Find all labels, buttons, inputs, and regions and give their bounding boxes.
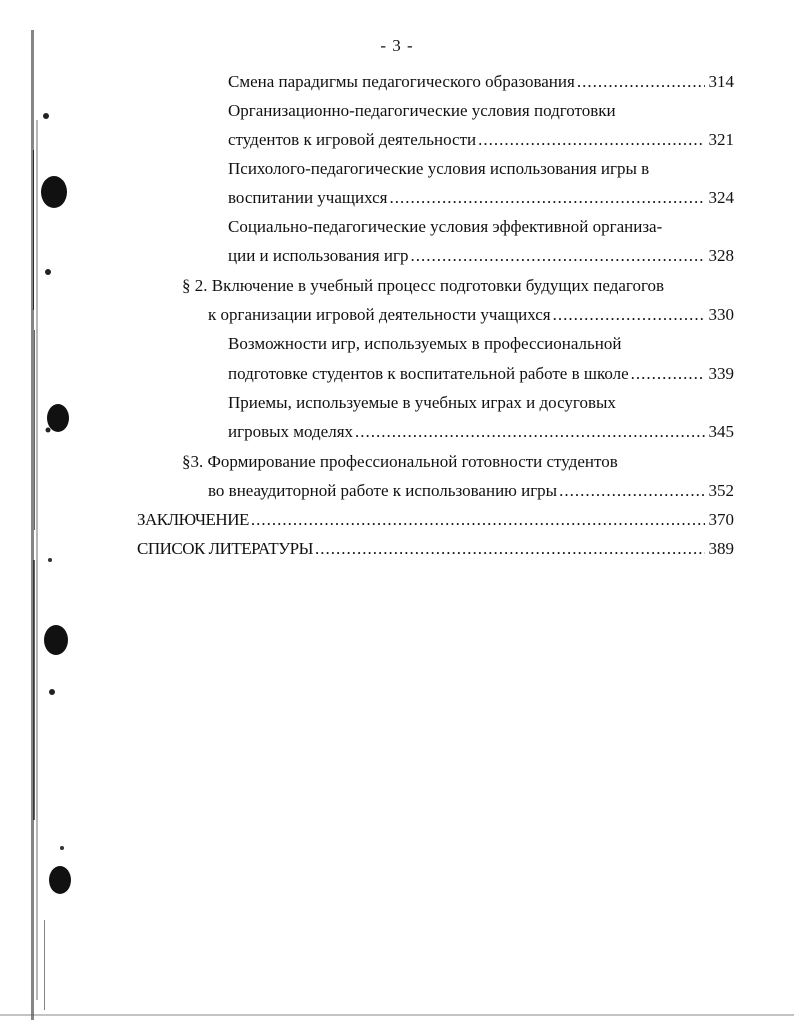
toc-entry-title: § 2. Включение в учебный процесс подготовки будущих педагогов xyxy=(182,276,665,295)
toc-entry-title: игровых моделях xyxy=(228,422,354,441)
toc-entry-title: Приемы, используемые в учебных играх и досуговых xyxy=(228,393,616,412)
toc-entry-title: подготовке студентов к воспитательной работе в школе xyxy=(228,364,629,383)
toc-entry-page: 345 xyxy=(708,422,734,441)
toc-entry xyxy=(228,188,734,217)
toc-entry-page: 314 xyxy=(708,72,734,91)
toc-entry-title: СПИСОК ЛИТЕРАТУРЫ xyxy=(137,539,313,558)
toc-leader-dots xyxy=(389,188,704,208)
toc-entry xyxy=(228,364,734,393)
page-number: - 3 - xyxy=(380,36,414,55)
toc-entry-page: 324 xyxy=(708,188,734,207)
toc-entry-page: 339 xyxy=(708,364,734,383)
toc-entry xyxy=(228,217,734,246)
toc-entry-page: 389 xyxy=(708,539,734,558)
toc-leader-dots xyxy=(410,246,704,266)
toc-entry-page: 328 xyxy=(708,246,734,265)
toc-entry-page: 370 xyxy=(708,510,734,529)
toc-entry xyxy=(228,334,734,363)
toc-leader-dots xyxy=(559,481,704,501)
toc-entry-title: воспитании учащихся xyxy=(228,188,388,207)
toc-entry-title: ции и использования игр xyxy=(228,246,409,265)
toc-entry-title: к организации игровой деятельности учащихся xyxy=(208,305,551,324)
toc-leader-dots xyxy=(631,364,705,384)
binding-edge-marks xyxy=(0,0,80,1026)
toc-entry xyxy=(182,276,734,305)
toc-entry-page: 330 xyxy=(708,305,734,324)
toc-entry-page: 352 xyxy=(708,481,734,500)
toc-entry xyxy=(228,393,734,422)
toc-entry xyxy=(228,72,734,101)
toc-entry xyxy=(228,246,734,275)
toc-leader-dots xyxy=(315,539,705,559)
toc-leader-dots xyxy=(251,510,705,530)
toc-leader-dots xyxy=(478,130,704,150)
toc-entry-title: Организационно-педагогические условия подготовки xyxy=(228,101,616,120)
toc-entry xyxy=(208,481,734,510)
toc-entry-title: Смена парадигмы педагогического образования xyxy=(228,72,575,91)
toc-entry xyxy=(228,159,734,188)
toc-leader-dots xyxy=(355,422,704,442)
toc-entry xyxy=(228,101,734,130)
toc-entry xyxy=(137,510,734,539)
toc-entry-page: 321 xyxy=(708,130,734,149)
toc-entry xyxy=(208,305,734,334)
toc-leader-dots xyxy=(577,72,705,92)
toc-entry-title: студентов к игровой деятельности xyxy=(228,130,477,149)
toc-entry xyxy=(228,130,734,159)
toc-entry-title: Психолого-педагогические условия использования игры в xyxy=(228,159,650,178)
toc-entry xyxy=(182,452,734,481)
toc-entry xyxy=(228,422,734,451)
scan-bottom-edge xyxy=(0,1014,794,1016)
toc-leader-dots xyxy=(553,305,705,325)
toc-entry-title: Возможности игр, используемых в профессиональной xyxy=(228,334,622,353)
toc-entry-title: ЗАКЛЮЧЕНИЕ xyxy=(137,510,249,529)
toc-entry-title: Социально-педагогические условия эффективной организа- xyxy=(228,217,663,236)
toc-entry xyxy=(137,539,734,568)
toc-entry-title: §3. Формирование профессиональной готовности студентов xyxy=(182,452,618,471)
toc-entry-title: во внеаудиторной работе к использованию игры xyxy=(208,481,558,500)
